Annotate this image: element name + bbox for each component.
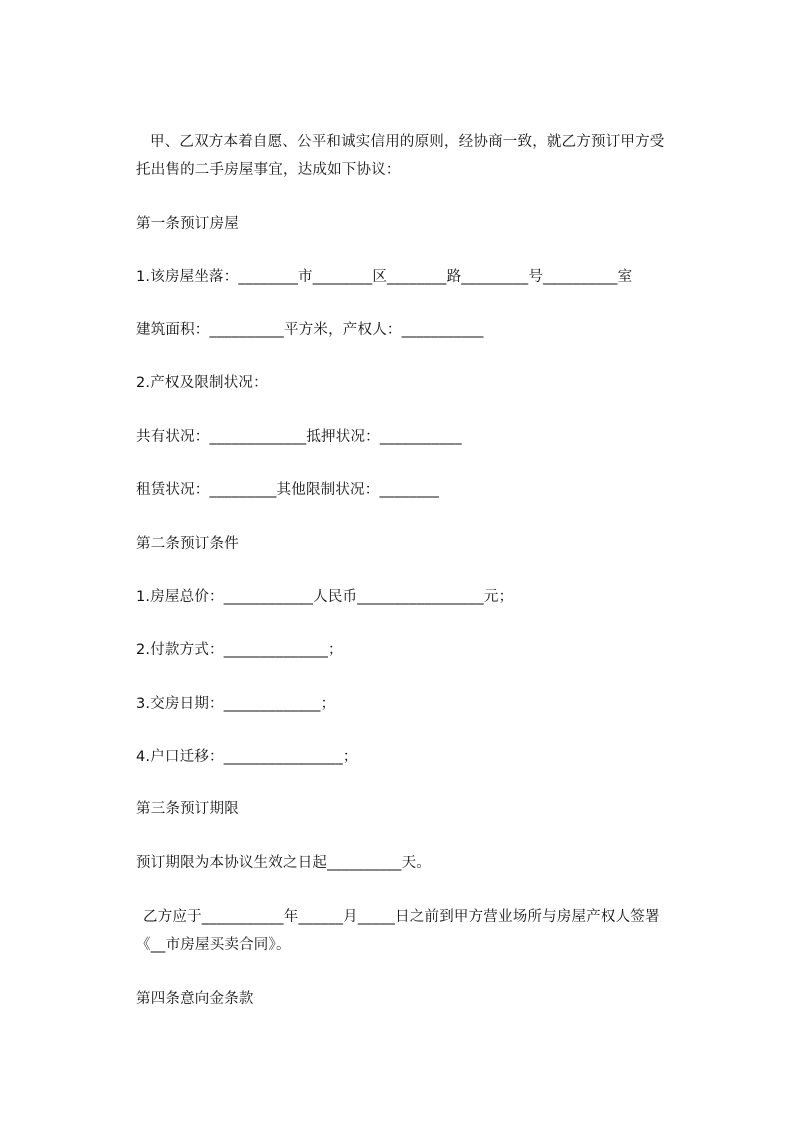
property-location-line: 1.该房屋坐落：________市________区________路_________号__________室	[136, 269, 633, 285]
signing-line-1: 乙方应于___________年______月_____日之前到甲方营业场所与房屋产权人签署	[143, 909, 660, 925]
delivery-date-line: 3.交房日期：_____________；	[136, 696, 336, 712]
signing-line-2: 《__市房屋买卖合同》。	[136, 937, 291, 953]
shared-mortgage-line: 共有状况：_____________抵押状况：___________	[136, 429, 462, 445]
building-area-line: 建筑面积：__________平方米，产权人：___________	[136, 322, 484, 338]
hukou-transfer-line: 4.户口迁移：________________；	[136, 749, 358, 765]
article2-heading: 第二条预订条件	[136, 536, 239, 552]
total-price-line: 1.房屋总价：____________人民币_________________元；	[136, 589, 514, 605]
article4-heading: 第四条意向金条款	[136, 991, 254, 1007]
booking-period-line: 预订期限为本协议生效之日起__________天。	[136, 855, 431, 871]
rights-restrictions-title: 2.产权及限制状况：	[136, 375, 268, 391]
payment-method-line: 2.付款方式：______________；	[136, 642, 343, 658]
intro-line-2: 托出售的二手房屋事宜，达成如下协议：	[136, 162, 401, 178]
intro-line-1: 甲、乙双方本着自愿、公平和诚实信用的原则，经协商一致，就乙方预订甲方受	[150, 134, 665, 150]
article1-heading: 第一条预订房屋	[136, 216, 239, 232]
article3-heading: 第三条预订期限	[136, 801, 239, 817]
lease-other-line: 租赁状况：_________其他限制状况：________	[136, 482, 440, 498]
